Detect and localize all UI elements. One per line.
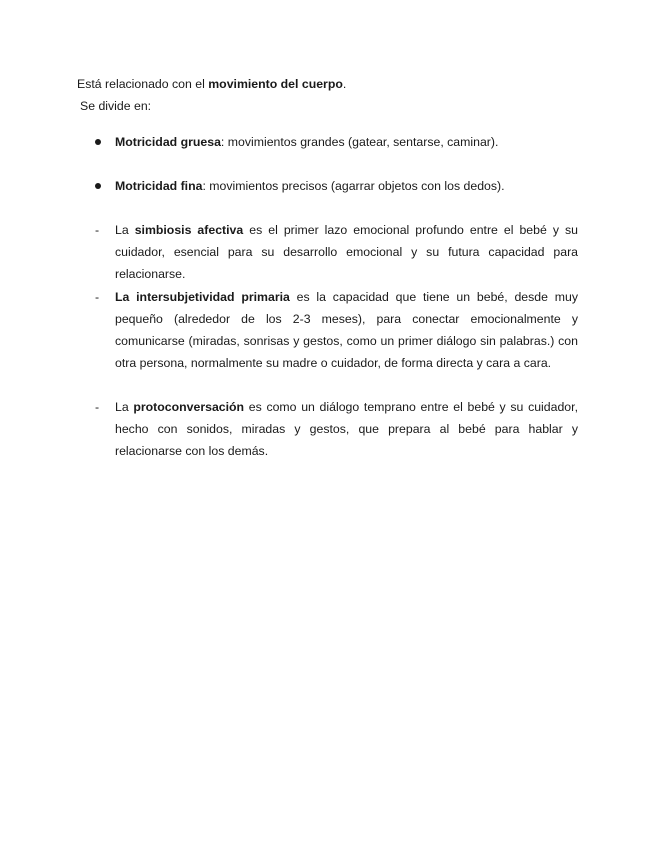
bullet-dot-icon (95, 183, 101, 189)
bullet-dot-icon (95, 139, 101, 145)
intro-line-1-prefix: Está relacionado con el (77, 77, 209, 91)
dash-paragraph (115, 396, 578, 462)
dash-description: es como un diálogo temprano entre el bebé y su cuidador, hecho con sonidos, miradas y gestos, que prepara al bebé para hablar y relacionarse con los demás. (115, 400, 578, 458)
dash-bold-term: protoconversación (133, 400, 245, 414)
dash-description: es la capacidad que tiene un bebé, desde muy pequeño (alrededor de los 2-3 meses), para conectar emocionalmente y comunicarse (miradas, sonrisas y gestos, como un primer diálogo sin palabras.) con otra persona, normalmente su madre o cuidador, de forma directa y cara a cara. (115, 290, 578, 370)
intro-line-1-bold: movimiento del cuerpo (208, 77, 343, 91)
bullet-description: : movimientos precisos (agarrar objetos con los dedos). (202, 179, 505, 193)
dash-marker: - (95, 223, 100, 237)
dash-prefix: La (115, 400, 134, 414)
dash-prefix: La (115, 223, 135, 237)
bullet-text (115, 134, 498, 150)
bullet-description: : movimientos grandes (gatear, sentarse, caminar). (220, 135, 499, 149)
dash-marker: - (95, 290, 100, 304)
bullet-text (115, 178, 505, 194)
bullet-bold-term: Motricidad gruesa (115, 135, 221, 149)
intro-line-1 (77, 76, 346, 92)
dash-bold-term: simbiosis afectiva (134, 223, 244, 237)
dash-paragraph (115, 286, 578, 374)
bullet-bold-term: Motricidad fina (115, 179, 203, 193)
dash-marker: - (95, 400, 100, 414)
dash-bold-term: La intersubjetividad primaria (115, 290, 290, 304)
intro-line-2: Se divide en: (80, 99, 152, 113)
dash-description: es el primer lazo emocional profundo entre el bebé y su cuidador, esencial para su desarrollo emocional y su futura capacidad para relacionarse. (115, 223, 578, 281)
intro-line-1-suffix: . (342, 77, 347, 91)
dash-paragraph (115, 219, 578, 285)
